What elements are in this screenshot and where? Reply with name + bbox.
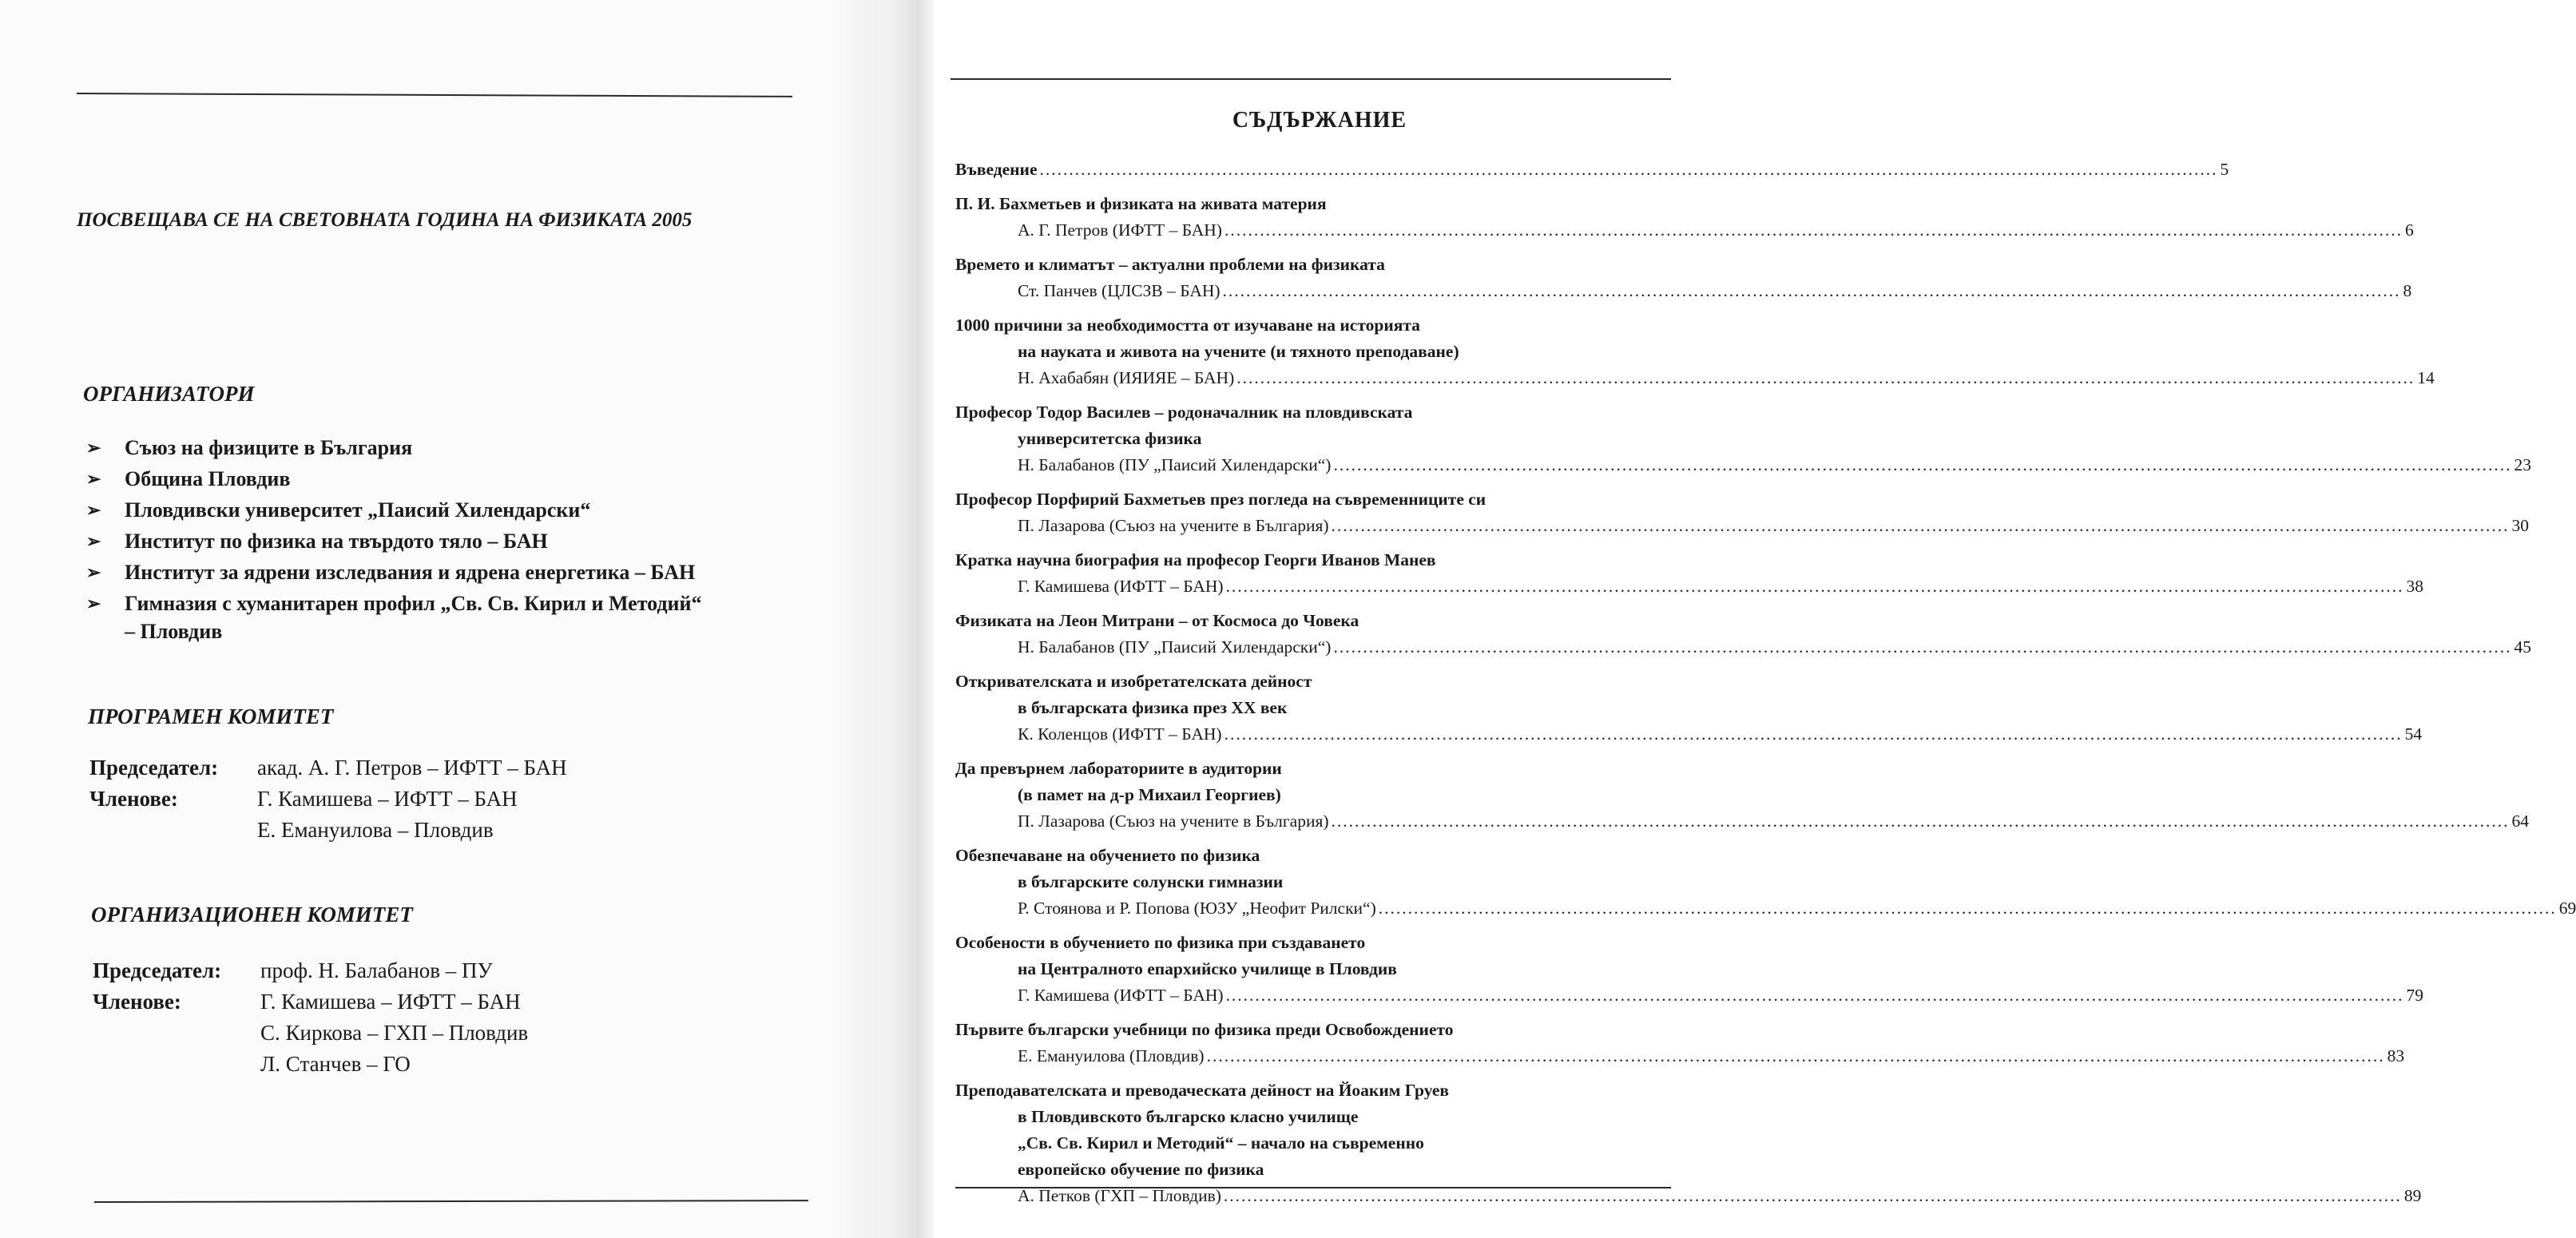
arrow-bullet-icon: ➢	[86, 438, 101, 458]
toc-entry-title: Откривателската и изобретателската дейност	[955, 672, 1312, 691]
toc-entry-author: Е. Емануилова (Пловдив)	[1018, 1046, 1205, 1065]
toc-line	[955, 281, 2412, 308]
toc-title: СЪДЪРЖАНИЕ	[1232, 108, 1407, 133]
toc-entry-title: в Пловдивското българско класно училище	[1018, 1107, 1359, 1126]
toc-entry	[955, 315, 2435, 395]
chair-label: Председател:	[93, 958, 222, 982]
program-committee-heading: ПРОГРАМЕН КОМИТЕТ	[88, 704, 334, 728]
organizer-name: Пловдивски университет „Паисий Хилендарски“	[125, 498, 591, 522]
toc-leader-dots: ........................................................................................................................................................................................................	[1224, 724, 2403, 744]
toc-entry	[955, 933, 2424, 1012]
table-of-contents	[955, 160, 2576, 1220]
toc-entry-title: Обезпечаване на обучението по физика	[955, 846, 1260, 865]
toc-line	[955, 1046, 2405, 1073]
toc-leader-dots: ........................................................................................................................................................................................................	[1331, 516, 2510, 535]
toc-page-number: 89	[2403, 1186, 2422, 1205]
toc-entry-author: Р. Стоянова и Р. Попова (ЮЗУ „Неофит Рилски“)	[1018, 899, 1376, 918]
dedication-line: ПОСВЕЩАВА СЕ НА СВЕТОВНАТА ГОДИНА НА ФИЗИКАТА 2005	[77, 209, 693, 231]
toc-entry-author: Г. Камишева (ИФТТ – БАН)	[1018, 577, 1224, 596]
toc-page-number: 45	[2514, 637, 2531, 657]
toc-entry-title: Физиката на Леон Митрани – от Космоса до Човека	[955, 611, 1359, 630]
top-rule-right	[951, 78, 1671, 80]
organizer-name: Община Пловдив	[125, 467, 291, 490]
organizer-name: Гимназия с хуманитарен профил „Св. Св. Кирил и Методий“	[125, 592, 702, 615]
toc-entry-title: 1000 причини за необходимостта от изучаване на историята	[955, 315, 1420, 335]
member-name: С. Киркова – ГХП – Пловдив	[260, 1021, 529, 1045]
toc-page-number: 5	[2220, 160, 2229, 179]
toc-line	[955, 516, 2530, 542]
organizer-name: Съюз на физиците в България	[125, 436, 413, 459]
toc-entry-title: Да превърнем лабораториите в аудитории	[955, 759, 1282, 778]
organizer-continuation: – Пловдив	[125, 620, 223, 643]
toc-entry-title: „Св. Св. Кирил и Методий“ – начало на съвременно	[1018, 1133, 1424, 1153]
toc-entry	[955, 194, 2414, 247]
toc-leader-dots: ........................................................................................................................................................................................................	[1378, 899, 2557, 918]
toc-page-number: 54	[2404, 724, 2423, 744]
toc-entry-title: Преподавателската и преводаческата дейност на Йоаким Груев	[955, 1081, 1449, 1100]
book-gutter-shadow	[831, 0, 935, 1238]
toc-line	[955, 637, 2531, 664]
toc-entry-title: на Централното епархийско училище в Пловдив	[1018, 959, 1397, 978]
toc-line	[955, 811, 2530, 838]
toc-entry-title: П. И. Бахметьев и физиката на живата материя	[955, 194, 1327, 213]
toc-entry	[955, 1020, 2405, 1073]
toc-leader-dots: ........................................................................................................................................................................................................	[1331, 811, 2510, 831]
toc-line	[955, 724, 2423, 751]
member-name: Л. Станчев – ГО	[260, 1052, 411, 1076]
toc-leader-dots: ........................................................................................................................................................................................................	[1225, 986, 2404, 1005]
toc-line	[955, 899, 2576, 925]
toc-entry-title: европейско обучение по физика	[1018, 1160, 1264, 1179]
toc-page-number: 69	[2558, 899, 2576, 918]
toc-leader-dots: ........................................................................................................................................................................................................	[1333, 455, 2512, 474]
toc-line	[955, 986, 2424, 1012]
toc-entry-title: в българските солунски гимназии	[1018, 872, 1284, 891]
toc-entry	[955, 550, 2424, 603]
toc-line	[955, 160, 2229, 186]
arrow-bullet-icon: ➢	[86, 593, 101, 613]
toc-entry-title: Времето и климатът – актуални проблеми на физиката	[955, 255, 1385, 274]
toc-line	[955, 577, 2424, 603]
toc-page-number: 30	[2511, 516, 2530, 535]
toc-leader-dots: ........................................................................................................................................................................................................	[1225, 577, 2404, 596]
toc-entry	[955, 611, 2531, 664]
toc-line	[955, 368, 2435, 395]
left-page	[0, 0, 879, 1238]
toc-entry-title: Първите български учебници по физика преди Освобождението	[955, 1020, 1454, 1039]
toc-entry-intro	[955, 160, 2229, 186]
toc-entry	[955, 403, 2531, 482]
toc-entry-author: А. Г. Петров (ИФТТ – БАН)	[1018, 220, 1222, 240]
arrow-bullet-icon: ➢	[86, 562, 101, 582]
toc-page-number: 23	[2514, 455, 2531, 474]
toc-leader-dots: ........................................................................................................................................................................................................	[1224, 220, 2403, 240]
toc-entry-author: Н. Ахабабян (ИЯИЯЕ – БАН)	[1018, 368, 1235, 387]
toc-intro-label: Въведение	[955, 160, 1038, 179]
toc-leader-dots: ........................................................................................................................................................................................................	[1236, 368, 2415, 387]
toc-leader-dots: ........................................................................................................................................................................................................	[1222, 281, 2401, 300]
members-label: Членове:	[93, 990, 181, 1014]
toc-entry-title: на науката и живота на учените (и тяхното преподаване)	[1018, 342, 1459, 361]
arrow-bullet-icon: ➢	[86, 531, 101, 551]
toc-line	[955, 455, 2531, 482]
arrow-bullet-icon: ➢	[86, 469, 101, 489]
chair-label: Председател:	[89, 756, 219, 780]
toc-page-number: 38	[2406, 577, 2424, 596]
toc-page-number: 6	[2404, 220, 2414, 240]
toc-leader-dots: ........................................................................................................................................................................................................	[1333, 637, 2512, 657]
toc-entry-title: Професор Тодор Василев – родоначалник на пловдивската	[955, 403, 1413, 422]
chair-name: акад. А. Г. Петров – ИФТТ – БАН	[257, 756, 567, 780]
toc-page-number: 8	[2403, 281, 2412, 300]
organizer-name: Институт за ядрени изследвания и ядрена енергетика – БАН	[125, 561, 696, 584]
toc-entry-title: Кратка научна биография на професор Георги Иванов Манев	[955, 550, 1436, 569]
toc-entry-title: в българската физика през XX век	[1018, 698, 1288, 717]
toc-entry	[955, 759, 2530, 838]
toc-entry	[955, 672, 2423, 751]
member-name: Г. Камишева – ИФТТ – БАН	[260, 990, 521, 1014]
toc-entry-title: Особености в обучението по физика при създаването	[955, 933, 1366, 952]
toc-entry-title: университетска физика	[1018, 429, 1202, 448]
toc-entry-title: Професор Порфирий Бахметьев през погледа на съвременниците си	[955, 490, 1486, 509]
toc-entry	[955, 846, 2576, 925]
member-name: Е. Емануилова – Пловдив	[257, 818, 494, 842]
toc-entry-author: П. Лазарова (Съюз на учените в България)	[1018, 811, 1329, 831]
toc-entry-author: А. Петков (ГХП – Пловдив)	[1018, 1186, 1221, 1205]
toc-page-number: 64	[2511, 811, 2530, 831]
toc-line	[955, 1186, 2422, 1212]
toc-entry-title: (в памет на д-р Михаил Георгиев)	[1018, 785, 1281, 804]
toc-entry-author: Ст. Панчев (ЦЛСЗВ – БАН)	[1018, 281, 1221, 300]
member-name: Г. Камишева – ИФТТ – БАН	[257, 787, 518, 811]
toc-page-number: 79	[2406, 986, 2424, 1005]
toc-entry	[955, 490, 2530, 542]
members-label: Членове:	[89, 787, 178, 811]
toc-page-number: 83	[2387, 1046, 2405, 1065]
arrow-bullet-icon: ➢	[86, 500, 101, 520]
toc-entry-author: Н. Балабанов (ПУ „Паисий Хилендарски“)	[1018, 637, 1332, 657]
bottom-rule-right	[955, 1187, 1671, 1188]
toc-entry	[955, 255, 2412, 308]
organizing-committee-heading: ОРГАНИЗАЦИОНЕН КОМИТЕТ	[91, 903, 413, 927]
toc-entry-author: К. Коленцов (ИФТТ – БАН)	[1018, 724, 1222, 744]
toc-leader-dots: ........................................................................................................................................................................................................	[1039, 160, 2218, 179]
toc-leader-dots: ........................................................................................................................................................................................................	[1223, 1186, 2402, 1205]
organizers-heading: ОРГАНИЗАТОРИ	[83, 382, 255, 406]
toc-leader-dots: ........................................................................................................................................................................................................	[1206, 1046, 2385, 1065]
toc-line	[955, 220, 2414, 247]
toc-page-number: 14	[2417, 368, 2435, 387]
toc-entry-author: П. Лазарова (Съюз на учените в България)	[1018, 516, 1329, 535]
chair-name: проф. Н. Балабанов – ПУ	[260, 958, 493, 982]
organizer-name: Институт по физика на твърдото тяло – БАН	[125, 530, 548, 553]
toc-entry-author: Г. Камишева (ИФТТ – БАН)	[1018, 986, 1224, 1005]
toc-entry	[955, 1081, 2422, 1212]
toc-entry-author: Н. Балабанов (ПУ „Паисий Хилендарски“)	[1018, 455, 1332, 474]
